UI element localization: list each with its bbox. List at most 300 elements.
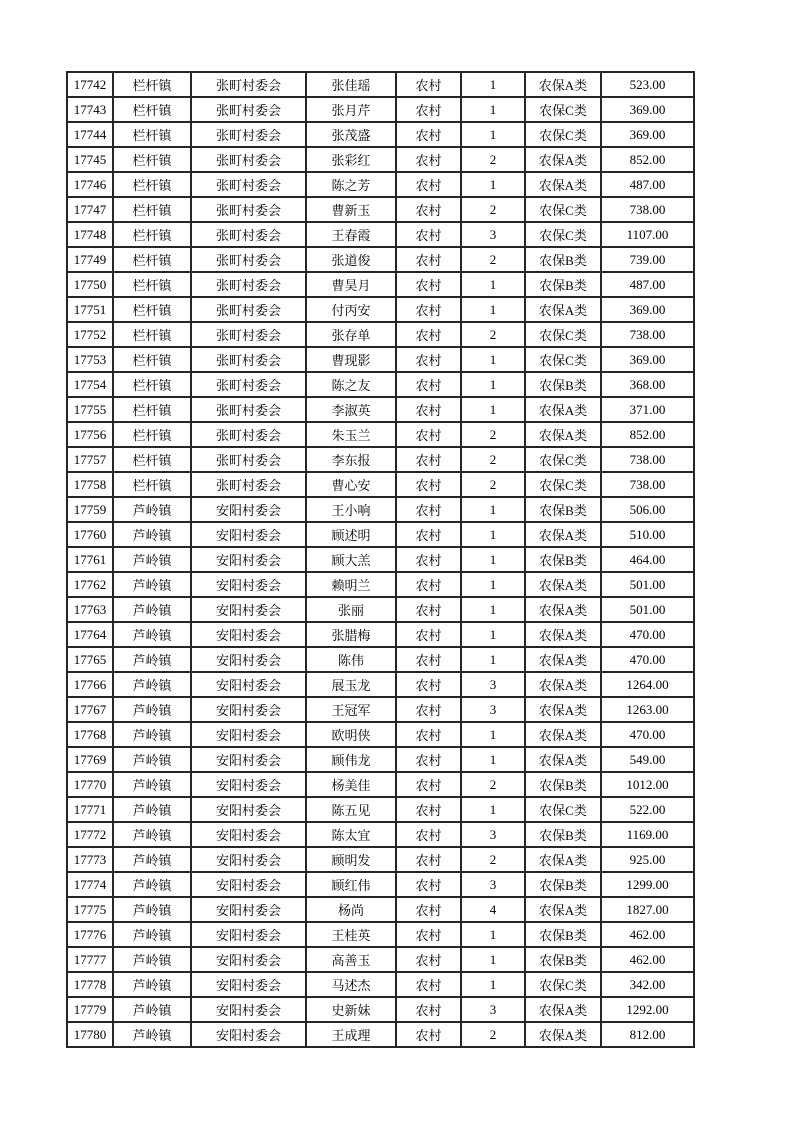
cell-amount: 342.00 bbox=[601, 972, 694, 997]
cell-town: 栏杆镇 bbox=[113, 422, 191, 447]
cell-insurance-category: 农保A类 bbox=[525, 647, 601, 672]
cell-amount: 369.00 bbox=[601, 347, 694, 372]
cell-record-id: 17756 bbox=[67, 422, 113, 447]
cell-record-id: 17778 bbox=[67, 972, 113, 997]
cell-household-type: 农村 bbox=[396, 147, 461, 172]
cell-amount: 462.00 bbox=[601, 922, 694, 947]
cell-amount: 470.00 bbox=[601, 722, 694, 747]
cell-amount: 739.00 bbox=[601, 247, 694, 272]
cell-household-type: 农村 bbox=[396, 622, 461, 647]
cell-insurance-category: 农保A类 bbox=[525, 597, 601, 622]
cell-town: 芦岭镇 bbox=[113, 597, 191, 622]
cell-town: 芦岭镇 bbox=[113, 822, 191, 847]
table-row bbox=[67, 822, 694, 847]
cell-person-name: 王冠军 bbox=[306, 697, 396, 722]
cell-person-name: 曹心安 bbox=[306, 472, 396, 497]
cell-person-count: 2 bbox=[461, 422, 525, 447]
cell-amount: 462.00 bbox=[601, 947, 694, 972]
cell-village-committee: 安阳村委会 bbox=[191, 997, 306, 1022]
cell-village-committee: 张町村委会 bbox=[191, 472, 306, 497]
cell-amount: 523.00 bbox=[601, 72, 694, 97]
cell-village-committee: 安阳村委会 bbox=[191, 572, 306, 597]
cell-amount: 487.00 bbox=[601, 172, 694, 197]
cell-insurance-category: 农保C类 bbox=[525, 122, 601, 147]
table-row bbox=[67, 747, 694, 772]
cell-town: 芦岭镇 bbox=[113, 697, 191, 722]
cell-village-committee: 张町村委会 bbox=[191, 222, 306, 247]
cell-village-committee: 张町村委会 bbox=[191, 197, 306, 222]
cell-person-count: 2 bbox=[461, 472, 525, 497]
table-row bbox=[67, 372, 694, 397]
cell-person-count: 1 bbox=[461, 922, 525, 947]
cell-household-type: 农村 bbox=[396, 222, 461, 247]
cell-town: 栏杆镇 bbox=[113, 372, 191, 397]
cell-household-type: 农村 bbox=[396, 172, 461, 197]
cell-record-id: 17766 bbox=[67, 672, 113, 697]
cell-household-type: 农村 bbox=[396, 472, 461, 497]
cell-record-id: 17780 bbox=[67, 1022, 113, 1047]
cell-record-id: 17760 bbox=[67, 522, 113, 547]
cell-person-name: 张腊梅 bbox=[306, 622, 396, 647]
table-row bbox=[67, 922, 694, 947]
cell-household-type: 农村 bbox=[396, 372, 461, 397]
cell-amount: 738.00 bbox=[601, 472, 694, 497]
cell-record-id: 17757 bbox=[67, 447, 113, 472]
cell-person-name: 杨尚 bbox=[306, 897, 396, 922]
cell-amount: 506.00 bbox=[601, 497, 694, 522]
cell-household-type: 农村 bbox=[396, 422, 461, 447]
cell-amount: 1292.00 bbox=[601, 997, 694, 1022]
cell-household-type: 农村 bbox=[396, 697, 461, 722]
cell-village-committee: 安阳村委会 bbox=[191, 872, 306, 897]
cell-insurance-category: 农保B类 bbox=[525, 822, 601, 847]
cell-village-committee: 安阳村委会 bbox=[191, 747, 306, 772]
table-row bbox=[67, 422, 694, 447]
cell-person-name: 赖明兰 bbox=[306, 572, 396, 597]
cell-amount: 1264.00 bbox=[601, 672, 694, 697]
cell-village-committee: 安阳村委会 bbox=[191, 822, 306, 847]
cell-village-committee: 安阳村委会 bbox=[191, 722, 306, 747]
table-row bbox=[67, 622, 694, 647]
cell-household-type: 农村 bbox=[396, 272, 461, 297]
table-row bbox=[67, 222, 694, 247]
cell-record-id: 17774 bbox=[67, 872, 113, 897]
table-row bbox=[67, 122, 694, 147]
cell-household-type: 农村 bbox=[396, 197, 461, 222]
table-row bbox=[67, 972, 694, 997]
cell-amount: 470.00 bbox=[601, 647, 694, 672]
cell-person-name: 张道俊 bbox=[306, 247, 396, 272]
cell-record-id: 17751 bbox=[67, 297, 113, 322]
cell-record-id: 17764 bbox=[67, 622, 113, 647]
cell-insurance-category: 农保C类 bbox=[525, 797, 601, 822]
cell-person-name: 张月芹 bbox=[306, 97, 396, 122]
cell-person-count: 2 bbox=[461, 447, 525, 472]
cell-person-count: 1 bbox=[461, 297, 525, 322]
table-row bbox=[67, 897, 694, 922]
cell-record-id: 17750 bbox=[67, 272, 113, 297]
cell-person-name: 王成理 bbox=[306, 1022, 396, 1047]
cell-household-type: 农村 bbox=[396, 647, 461, 672]
cell-household-type: 农村 bbox=[396, 572, 461, 597]
cell-town: 栏杆镇 bbox=[113, 347, 191, 372]
cell-town: 芦岭镇 bbox=[113, 847, 191, 872]
cell-village-committee: 张町村委会 bbox=[191, 247, 306, 272]
cell-record-id: 17743 bbox=[67, 97, 113, 122]
cell-person-count: 1 bbox=[461, 947, 525, 972]
table-row bbox=[67, 572, 694, 597]
cell-household-type: 农村 bbox=[396, 397, 461, 422]
cell-person-count: 4 bbox=[461, 897, 525, 922]
cell-insurance-category: 农保C类 bbox=[525, 97, 601, 122]
cell-person-count: 2 bbox=[461, 197, 525, 222]
cell-record-id: 17767 bbox=[67, 697, 113, 722]
cell-insurance-category: 农保A类 bbox=[525, 397, 601, 422]
insurance-records-table bbox=[66, 71, 695, 1048]
cell-record-id: 17761 bbox=[67, 547, 113, 572]
cell-insurance-category: 农保C类 bbox=[525, 197, 601, 222]
cell-person-count: 3 bbox=[461, 222, 525, 247]
cell-village-committee: 安阳村委会 bbox=[191, 947, 306, 972]
cell-village-committee: 安阳村委会 bbox=[191, 922, 306, 947]
cell-person-name: 陈五见 bbox=[306, 797, 396, 822]
cell-village-committee: 张町村委会 bbox=[191, 397, 306, 422]
cell-amount: 852.00 bbox=[601, 147, 694, 172]
cell-person-count: 1 bbox=[461, 622, 525, 647]
cell-amount: 464.00 bbox=[601, 547, 694, 572]
cell-amount: 1299.00 bbox=[601, 872, 694, 897]
cell-insurance-category: 农保A类 bbox=[525, 897, 601, 922]
table-row bbox=[67, 647, 694, 672]
cell-record-id: 17762 bbox=[67, 572, 113, 597]
cell-person-name: 张茂盛 bbox=[306, 122, 396, 147]
cell-insurance-category: 农保B类 bbox=[525, 947, 601, 972]
cell-town: 芦岭镇 bbox=[113, 772, 191, 797]
cell-household-type: 农村 bbox=[396, 97, 461, 122]
cell-person-count: 1 bbox=[461, 572, 525, 597]
cell-household-type: 农村 bbox=[396, 497, 461, 522]
cell-record-id: 17776 bbox=[67, 922, 113, 947]
cell-town: 芦岭镇 bbox=[113, 797, 191, 822]
table-row bbox=[67, 497, 694, 522]
cell-village-committee: 张町村委会 bbox=[191, 147, 306, 172]
table-row bbox=[67, 797, 694, 822]
cell-insurance-category: 农保A类 bbox=[525, 1022, 601, 1047]
cell-household-type: 农村 bbox=[396, 122, 461, 147]
cell-village-committee: 张町村委会 bbox=[191, 272, 306, 297]
cell-record-id: 17777 bbox=[67, 947, 113, 972]
cell-household-type: 农村 bbox=[396, 547, 461, 572]
cell-person-name: 曹现影 bbox=[306, 347, 396, 372]
cell-village-committee: 安阳村委会 bbox=[191, 772, 306, 797]
cell-town: 芦岭镇 bbox=[113, 622, 191, 647]
cell-person-count: 1 bbox=[461, 72, 525, 97]
table-row bbox=[67, 322, 694, 347]
cell-village-committee: 安阳村委会 bbox=[191, 897, 306, 922]
cell-person-name: 张佳瑶 bbox=[306, 72, 396, 97]
cell-town: 芦岭镇 bbox=[113, 497, 191, 522]
cell-insurance-category: 农保A类 bbox=[525, 522, 601, 547]
cell-person-count: 2 bbox=[461, 772, 525, 797]
cell-person-count: 1 bbox=[461, 122, 525, 147]
cell-village-committee: 安阳村委会 bbox=[191, 597, 306, 622]
cell-person-count: 3 bbox=[461, 997, 525, 1022]
cell-person-count: 1 bbox=[461, 497, 525, 522]
table-row bbox=[67, 147, 694, 172]
cell-record-id: 17748 bbox=[67, 222, 113, 247]
cell-amount: 925.00 bbox=[601, 847, 694, 872]
cell-person-name: 陈伟 bbox=[306, 647, 396, 672]
cell-amount: 369.00 bbox=[601, 97, 694, 122]
cell-village-committee: 张町村委会 bbox=[191, 172, 306, 197]
cell-town: 芦岭镇 bbox=[113, 897, 191, 922]
cell-household-type: 农村 bbox=[396, 722, 461, 747]
cell-household-type: 农村 bbox=[396, 297, 461, 322]
cell-person-count: 2 bbox=[461, 847, 525, 872]
cell-insurance-category: 农保B类 bbox=[525, 372, 601, 397]
cell-household-type: 农村 bbox=[396, 872, 461, 897]
cell-person-name: 李淑英 bbox=[306, 397, 396, 422]
cell-household-type: 农村 bbox=[396, 847, 461, 872]
cell-person-count: 1 bbox=[461, 347, 525, 372]
cell-record-id: 17769 bbox=[67, 747, 113, 772]
cell-person-name: 顾明发 bbox=[306, 847, 396, 872]
cell-town: 芦岭镇 bbox=[113, 647, 191, 672]
cell-town: 栏杆镇 bbox=[113, 172, 191, 197]
cell-person-count: 1 bbox=[461, 397, 525, 422]
cell-record-id: 17752 bbox=[67, 322, 113, 347]
cell-insurance-category: 农保A类 bbox=[525, 297, 601, 322]
cell-insurance-category: 农保B类 bbox=[525, 247, 601, 272]
cell-town: 栏杆镇 bbox=[113, 297, 191, 322]
cell-household-type: 农村 bbox=[396, 447, 461, 472]
cell-person-name: 曹昊月 bbox=[306, 272, 396, 297]
cell-person-count: 2 bbox=[461, 1022, 525, 1047]
table-row bbox=[67, 772, 694, 797]
table-row bbox=[67, 347, 694, 372]
cell-person-count: 1 bbox=[461, 722, 525, 747]
cell-household-type: 农村 bbox=[396, 772, 461, 797]
cell-insurance-category: 农保A类 bbox=[525, 422, 601, 447]
cell-record-id: 17742 bbox=[67, 72, 113, 97]
cell-record-id: 17746 bbox=[67, 172, 113, 197]
cell-record-id: 17749 bbox=[67, 247, 113, 272]
cell-insurance-category: 农保A类 bbox=[525, 697, 601, 722]
cell-village-committee: 安阳村委会 bbox=[191, 672, 306, 697]
cell-person-count: 1 bbox=[461, 597, 525, 622]
cell-amount: 1169.00 bbox=[601, 822, 694, 847]
cell-village-committee: 安阳村委会 bbox=[191, 972, 306, 997]
cell-town: 栏杆镇 bbox=[113, 72, 191, 97]
cell-town: 芦岭镇 bbox=[113, 547, 191, 572]
table-row bbox=[67, 872, 694, 897]
table-row bbox=[67, 447, 694, 472]
cell-record-id: 17745 bbox=[67, 147, 113, 172]
cell-household-type: 农村 bbox=[396, 322, 461, 347]
table-row bbox=[67, 522, 694, 547]
cell-amount: 501.00 bbox=[601, 572, 694, 597]
cell-town: 芦岭镇 bbox=[113, 722, 191, 747]
cell-record-id: 17744 bbox=[67, 122, 113, 147]
cell-village-committee: 张町村委会 bbox=[191, 297, 306, 322]
cell-person-count: 1 bbox=[461, 272, 525, 297]
cell-village-committee: 张町村委会 bbox=[191, 347, 306, 372]
cell-insurance-category: 农保C类 bbox=[525, 972, 601, 997]
cell-amount: 510.00 bbox=[601, 522, 694, 547]
cell-amount: 371.00 bbox=[601, 397, 694, 422]
cell-insurance-category: 农保A类 bbox=[525, 147, 601, 172]
cell-person-count: 2 bbox=[461, 247, 525, 272]
cell-village-committee: 安阳村委会 bbox=[191, 797, 306, 822]
cell-amount: 368.00 bbox=[601, 372, 694, 397]
cell-village-committee: 张町村委会 bbox=[191, 447, 306, 472]
cell-household-type: 农村 bbox=[396, 797, 461, 822]
cell-person-name: 欧明侠 bbox=[306, 722, 396, 747]
cell-person-count: 2 bbox=[461, 322, 525, 347]
table-row bbox=[67, 722, 694, 747]
cell-town: 芦岭镇 bbox=[113, 972, 191, 997]
cell-amount: 1827.00 bbox=[601, 897, 694, 922]
cell-record-id: 17763 bbox=[67, 597, 113, 622]
cell-town: 芦岭镇 bbox=[113, 572, 191, 597]
cell-town: 栏杆镇 bbox=[113, 272, 191, 297]
cell-household-type: 农村 bbox=[396, 347, 461, 372]
cell-household-type: 农村 bbox=[396, 1022, 461, 1047]
cell-person-name: 陈太宜 bbox=[306, 822, 396, 847]
cell-person-count: 3 bbox=[461, 872, 525, 897]
cell-household-type: 农村 bbox=[396, 922, 461, 947]
cell-village-committee: 安阳村委会 bbox=[191, 1022, 306, 1047]
cell-person-name: 曹新玉 bbox=[306, 197, 396, 222]
cell-person-count: 2 bbox=[461, 147, 525, 172]
cell-household-type: 农村 bbox=[396, 822, 461, 847]
cell-record-id: 17758 bbox=[67, 472, 113, 497]
table-row bbox=[67, 947, 694, 972]
cell-person-name: 杨美佳 bbox=[306, 772, 396, 797]
cell-town: 芦岭镇 bbox=[113, 872, 191, 897]
cell-record-id: 17753 bbox=[67, 347, 113, 372]
cell-person-name: 张存单 bbox=[306, 322, 396, 347]
cell-amount: 470.00 bbox=[601, 622, 694, 647]
cell-town: 栏杆镇 bbox=[113, 472, 191, 497]
cell-town: 芦岭镇 bbox=[113, 997, 191, 1022]
cell-town: 栏杆镇 bbox=[113, 197, 191, 222]
cell-amount: 501.00 bbox=[601, 597, 694, 622]
cell-person-name: 高善玉 bbox=[306, 947, 396, 972]
cell-village-committee: 安阳村委会 bbox=[191, 522, 306, 547]
cell-record-id: 17775 bbox=[67, 897, 113, 922]
cell-person-count: 1 bbox=[461, 547, 525, 572]
table-row bbox=[67, 1022, 694, 1047]
cell-person-count: 1 bbox=[461, 972, 525, 997]
cell-village-committee: 张町村委会 bbox=[191, 97, 306, 122]
cell-record-id: 17755 bbox=[67, 397, 113, 422]
cell-person-name: 顾大羔 bbox=[306, 547, 396, 572]
cell-insurance-category: 农保B类 bbox=[525, 497, 601, 522]
cell-person-count: 1 bbox=[461, 372, 525, 397]
cell-insurance-category: 农保A类 bbox=[525, 622, 601, 647]
cell-insurance-category: 农保A类 bbox=[525, 572, 601, 597]
cell-town: 栏杆镇 bbox=[113, 247, 191, 272]
cell-village-committee: 安阳村委会 bbox=[191, 847, 306, 872]
cell-village-committee: 安阳村委会 bbox=[191, 547, 306, 572]
cell-person-count: 3 bbox=[461, 822, 525, 847]
cell-town: 栏杆镇 bbox=[113, 222, 191, 247]
cell-person-name: 马述杰 bbox=[306, 972, 396, 997]
cell-household-type: 农村 bbox=[396, 247, 461, 272]
cell-town: 芦岭镇 bbox=[113, 672, 191, 697]
cell-person-name: 陈之友 bbox=[306, 372, 396, 397]
cell-insurance-category: 农保B类 bbox=[525, 547, 601, 572]
cell-person-name: 顾红伟 bbox=[306, 872, 396, 897]
cell-household-type: 农村 bbox=[396, 522, 461, 547]
cell-person-count: 1 bbox=[461, 522, 525, 547]
cell-amount: 1012.00 bbox=[601, 772, 694, 797]
table-row bbox=[67, 197, 694, 222]
table-row bbox=[67, 172, 694, 197]
cell-village-committee: 安阳村委会 bbox=[191, 697, 306, 722]
table-row bbox=[67, 672, 694, 697]
cell-insurance-category: 农保A类 bbox=[525, 172, 601, 197]
cell-record-id: 17771 bbox=[67, 797, 113, 822]
cell-person-name: 王桂英 bbox=[306, 922, 396, 947]
cell-insurance-category: 农保B类 bbox=[525, 922, 601, 947]
cell-town: 芦岭镇 bbox=[113, 1022, 191, 1047]
cell-person-name: 付丙安 bbox=[306, 297, 396, 322]
cell-town: 栏杆镇 bbox=[113, 97, 191, 122]
table-body bbox=[67, 72, 694, 1047]
cell-person-name: 顾述明 bbox=[306, 522, 396, 547]
cell-insurance-category: 农保B类 bbox=[525, 872, 601, 897]
cell-village-committee: 张町村委会 bbox=[191, 322, 306, 347]
cell-person-count: 1 bbox=[461, 172, 525, 197]
cell-village-committee: 安阳村委会 bbox=[191, 647, 306, 672]
cell-record-id: 17765 bbox=[67, 647, 113, 672]
cell-town: 芦岭镇 bbox=[113, 522, 191, 547]
cell-town: 栏杆镇 bbox=[113, 122, 191, 147]
cell-record-id: 17768 bbox=[67, 722, 113, 747]
table-row bbox=[67, 697, 694, 722]
cell-person-count: 1 bbox=[461, 97, 525, 122]
cell-person-name: 展玉龙 bbox=[306, 672, 396, 697]
cell-village-committee: 张町村委会 bbox=[191, 72, 306, 97]
table-row bbox=[67, 72, 694, 97]
cell-insurance-category: 农保B类 bbox=[525, 272, 601, 297]
cell-record-id: 17747 bbox=[67, 197, 113, 222]
cell-record-id: 17773 bbox=[67, 847, 113, 872]
cell-household-type: 农村 bbox=[396, 997, 461, 1022]
cell-amount: 522.00 bbox=[601, 797, 694, 822]
cell-amount: 487.00 bbox=[601, 272, 694, 297]
cell-amount: 369.00 bbox=[601, 122, 694, 147]
cell-town: 栏杆镇 bbox=[113, 322, 191, 347]
cell-record-id: 17772 bbox=[67, 822, 113, 847]
cell-village-committee: 张町村委会 bbox=[191, 372, 306, 397]
cell-record-id: 17779 bbox=[67, 997, 113, 1022]
cell-village-committee: 张町村委会 bbox=[191, 122, 306, 147]
cell-amount: 852.00 bbox=[601, 422, 694, 447]
cell-person-count: 1 bbox=[461, 797, 525, 822]
table-row bbox=[67, 397, 694, 422]
cell-household-type: 农村 bbox=[396, 897, 461, 922]
cell-town: 芦岭镇 bbox=[113, 922, 191, 947]
cell-person-name: 张彩红 bbox=[306, 147, 396, 172]
cell-town: 栏杆镇 bbox=[113, 397, 191, 422]
cell-insurance-category: 农保A类 bbox=[525, 747, 601, 772]
cell-person-name: 陈之芳 bbox=[306, 172, 396, 197]
cell-insurance-category: 农保A类 bbox=[525, 722, 601, 747]
cell-record-id: 17754 bbox=[67, 372, 113, 397]
